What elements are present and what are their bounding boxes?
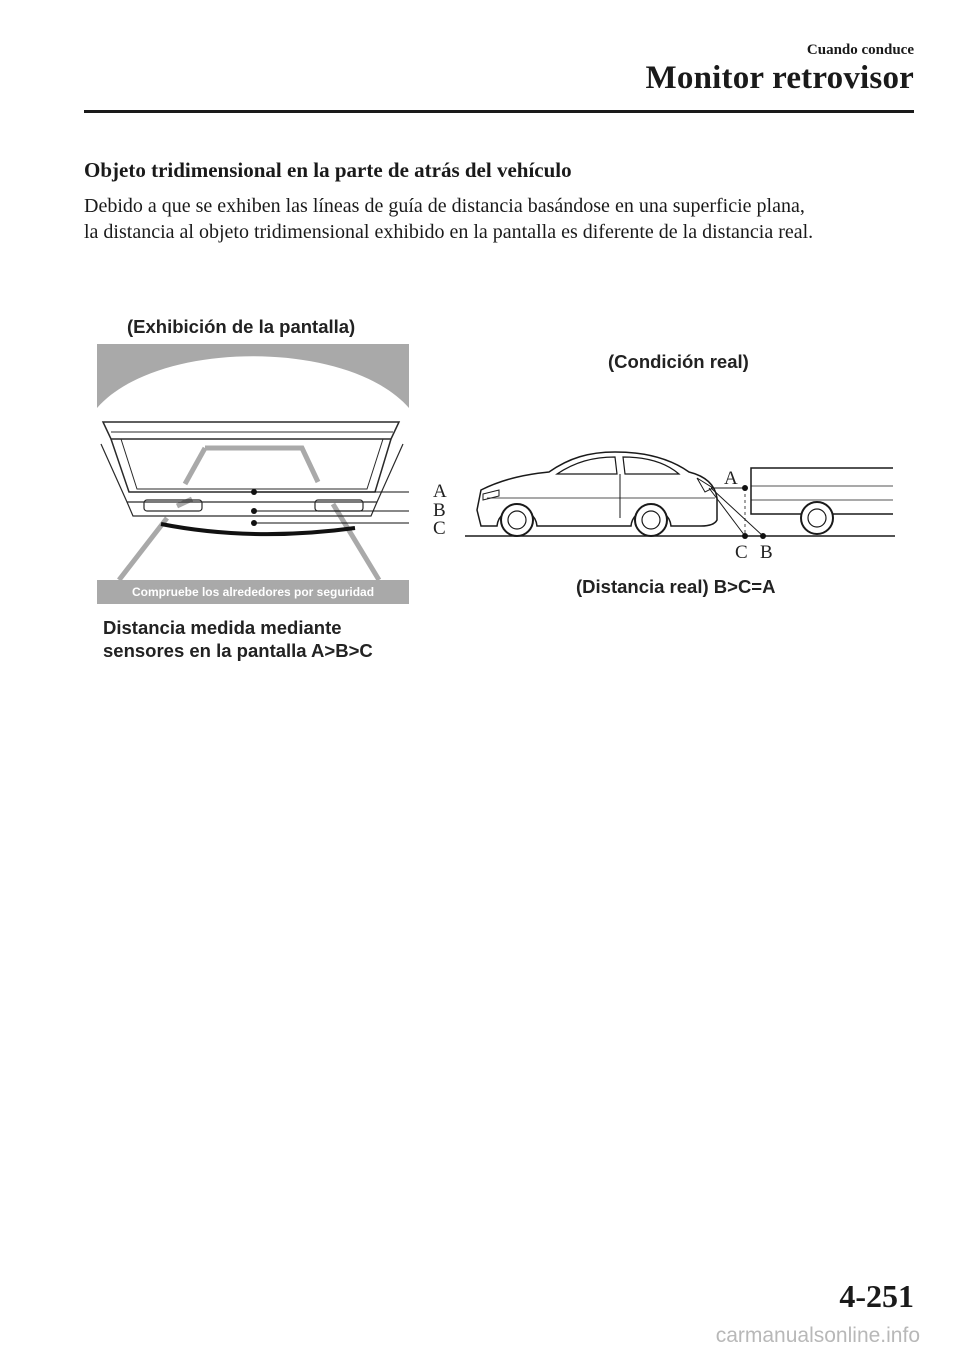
screen-caption: (Exhibición de la pantalla) — [127, 316, 356, 337]
point-label-a: A — [433, 481, 447, 502]
caption-line: Distancia medida mediante — [103, 617, 342, 638]
section-title: Cuando conduce — [806, 42, 914, 58]
subsection-heading: Objeto tridimensional en la parte de atrás del vehículo — [84, 158, 572, 182]
screen-distance-caption — [103, 616, 373, 663]
body-paragraph — [84, 194, 919, 245]
point-label-b: B — [433, 500, 446, 521]
caption-line: sensores en la pantalla A>B>C — [103, 640, 373, 662]
camera-screen-illustration — [97, 344, 409, 604]
camera-screen-graphic — [97, 344, 409, 604]
chapter-title: Monitor retrovisor — [645, 60, 914, 96]
safety-warning-text: Compruebe los alrededores por seguridad — [131, 585, 375, 599]
header-divider — [84, 110, 914, 113]
site-watermark: carmanualsonline.info — [715, 1324, 920, 1347]
point-label-c: C — [433, 518, 446, 539]
real-condition-caption: (Condición real) — [608, 351, 749, 372]
paragraph-line: Debido a que se exhiben las líneas de guía de distancia basándose en una superficie plana, — [84, 195, 805, 217]
paragraph-line: la distancia al objeto tridimensional exhibido en la pantalla es diferente de la distancia real. — [84, 220, 814, 243]
real-distance-caption: (Distancia real) B>C=A — [576, 576, 776, 597]
real-point-label-c: C — [735, 542, 748, 563]
car-and-trailer-graphic — [465, 448, 895, 548]
page-number: 4-251 — [839, 1278, 914, 1314]
real-point-label-a: A — [724, 468, 738, 489]
real-point-label-b: B — [760, 542, 773, 563]
car-side-view-illustration — [465, 448, 895, 548]
